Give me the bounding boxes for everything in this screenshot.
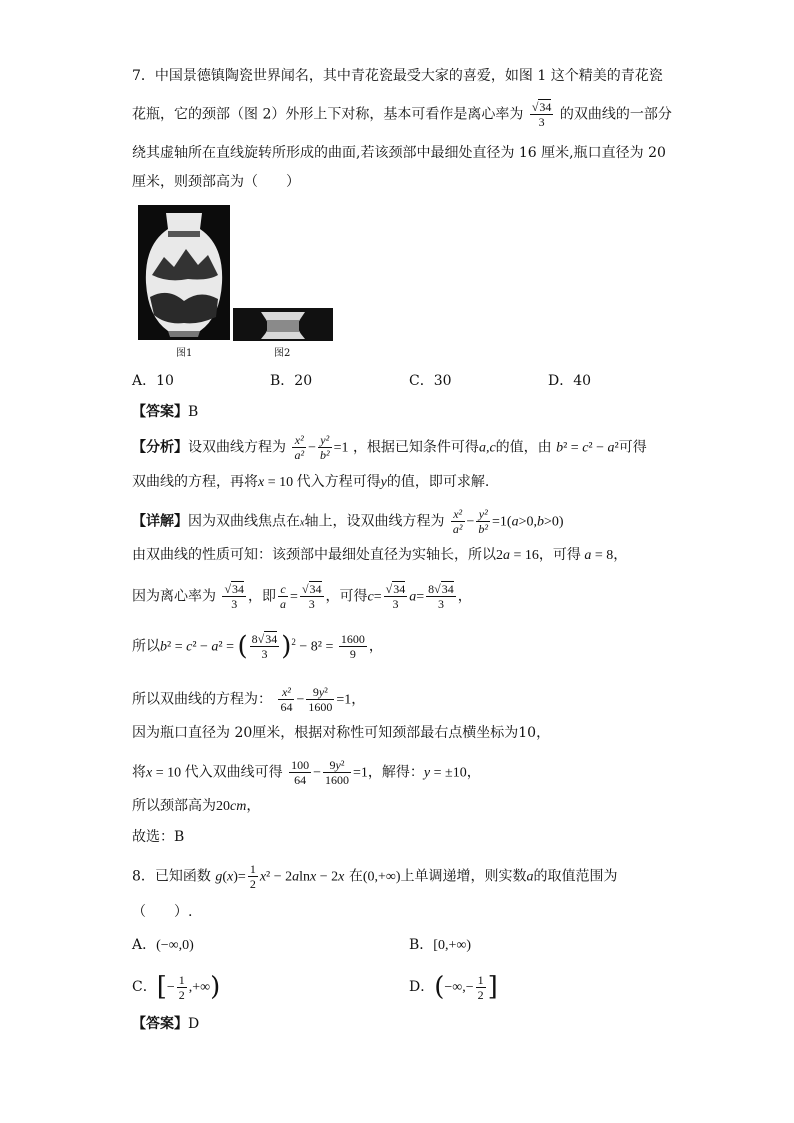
- vase-neck-photo-figure-2: [233, 308, 333, 341]
- q7-option-b[interactable]: B．20: [270, 373, 313, 389]
- q7-number: 7．: [132, 68, 155, 84]
- q7-detail-line-4: 所以b² = c² − a² = ( $\frac{8√34}{3}$ )$^2$ − 8² = $\frac{1600}{9}$ ，: [132, 631, 383, 662]
- q8-answer: 【答案】D: [132, 1016, 200, 1032]
- q7-detail-line-7: 将x = 10 代入双曲线可得 $\frac{100}{64}$ − $\frac{\text{9y²}}{1600}$ =1，解得：y = ±10，: [132, 758, 481, 787]
- q7-answer: 【答案】B: [132, 404, 199, 420]
- q7-analysis-line-1: 【分析】设双曲线方程为 $\frac{\text{x²}}{\text{a²}}$ − $\frac{\text{y²}}{\text{b²}}$ =1 ，根据已知条件可得a,c的值，由 b² = c² − a²可得: [132, 433, 647, 462]
- q7-option-d[interactable]: D．40: [548, 373, 592, 389]
- figure-1-caption: 图1: [176, 348, 193, 359]
- q7-analysis-line-2: 双曲线的方程，再将x = 10 代入方程可得y的值，即可求解.: [132, 474, 490, 490]
- figure-2-caption: 图2: [274, 348, 291, 359]
- q7-detail-line-9: 故选：B: [132, 829, 185, 845]
- q7-detail-line-6: 因为瓶口直径为 20厘米，根据对称性可知颈部最右点横坐标为10，: [132, 725, 551, 741]
- q7-detail-line-8: 所以颈部高为20cm，: [132, 798, 261, 814]
- q7-line-2: 花瓶，它的颈部（图 2）外形上下对称，基本可看作是离心率为 $\frac{√34}{3}$ 的双曲线的一部分: [132, 100, 672, 129]
- q8-option-d[interactable]: D．(−∞,− $\frac{1}{2}$ ]: [409, 972, 498, 1002]
- q7-line-3: 绕其虚轴所在直线旋转所形成的曲面,若该颈部中最细处直径为 16 厘米,瓶口直径为 20: [132, 145, 666, 161]
- q7-line-4: 厘米，则颈部高为（ ）: [132, 174, 300, 190]
- q7-line-1: 7．中国景德镇陶瓷世界闻名，其中青花瓷最受大家的喜爱，如图 1 这个精美的青花瓷: [132, 68, 663, 84]
- q8-line-1: 8．已知函数 g(x)= $\frac{1}{2}$ x² − 2alnx − 2x 在(0,+∞)上单调递增，则实数a的取值范围为: [132, 862, 618, 891]
- q8-option-a[interactable]: A．(−∞,0): [132, 937, 194, 953]
- q7-option-c[interactable]: C．30: [409, 373, 452, 389]
- q7-detail-line-2: 由双曲线的性质可知：该颈部中最细处直径为实轴长，所以2a = 16，可得 a = 8，: [132, 547, 628, 563]
- vase-photo-figure-1: [138, 205, 230, 340]
- q8-option-c[interactable]: C．[− $\frac{1}{2}$ ,+∞): [132, 972, 221, 1002]
- q7-detail-line-5: 所以双曲线的方程为： $\frac{\text{x²}}{64}$ − $\frac{\text{9y²}}{1600}$ =1，: [132, 685, 366, 714]
- q8-option-b[interactable]: B．[0,+∞): [409, 937, 471, 953]
- eccentricity-fraction: $\frac{√34}{3}$: [531, 100, 552, 129]
- q7-option-a[interactable]: A．10: [132, 373, 174, 389]
- q8-number: 8．: [132, 868, 155, 885]
- q8-line-2: （ ）.: [132, 904, 193, 920]
- q7-detail-line-3: 因为离心率为 $\frac{√34}{3}$ ，即 $\frac{c}{a}$ = $\frac{√34}{3}$ ，可得c= $\frac{√34}{3}$ a= $\frac{8√34}{3}$ ，: [132, 582, 472, 611]
- q7-detail-line-1: 【详解】因为双曲线焦点在x轴上，设双曲线方程为 $\frac{\text{x²}}{\text{a²}}$ − $\frac{\text{y²}}{\text{b²}}$ =1(a>0,b>0): [132, 507, 564, 536]
